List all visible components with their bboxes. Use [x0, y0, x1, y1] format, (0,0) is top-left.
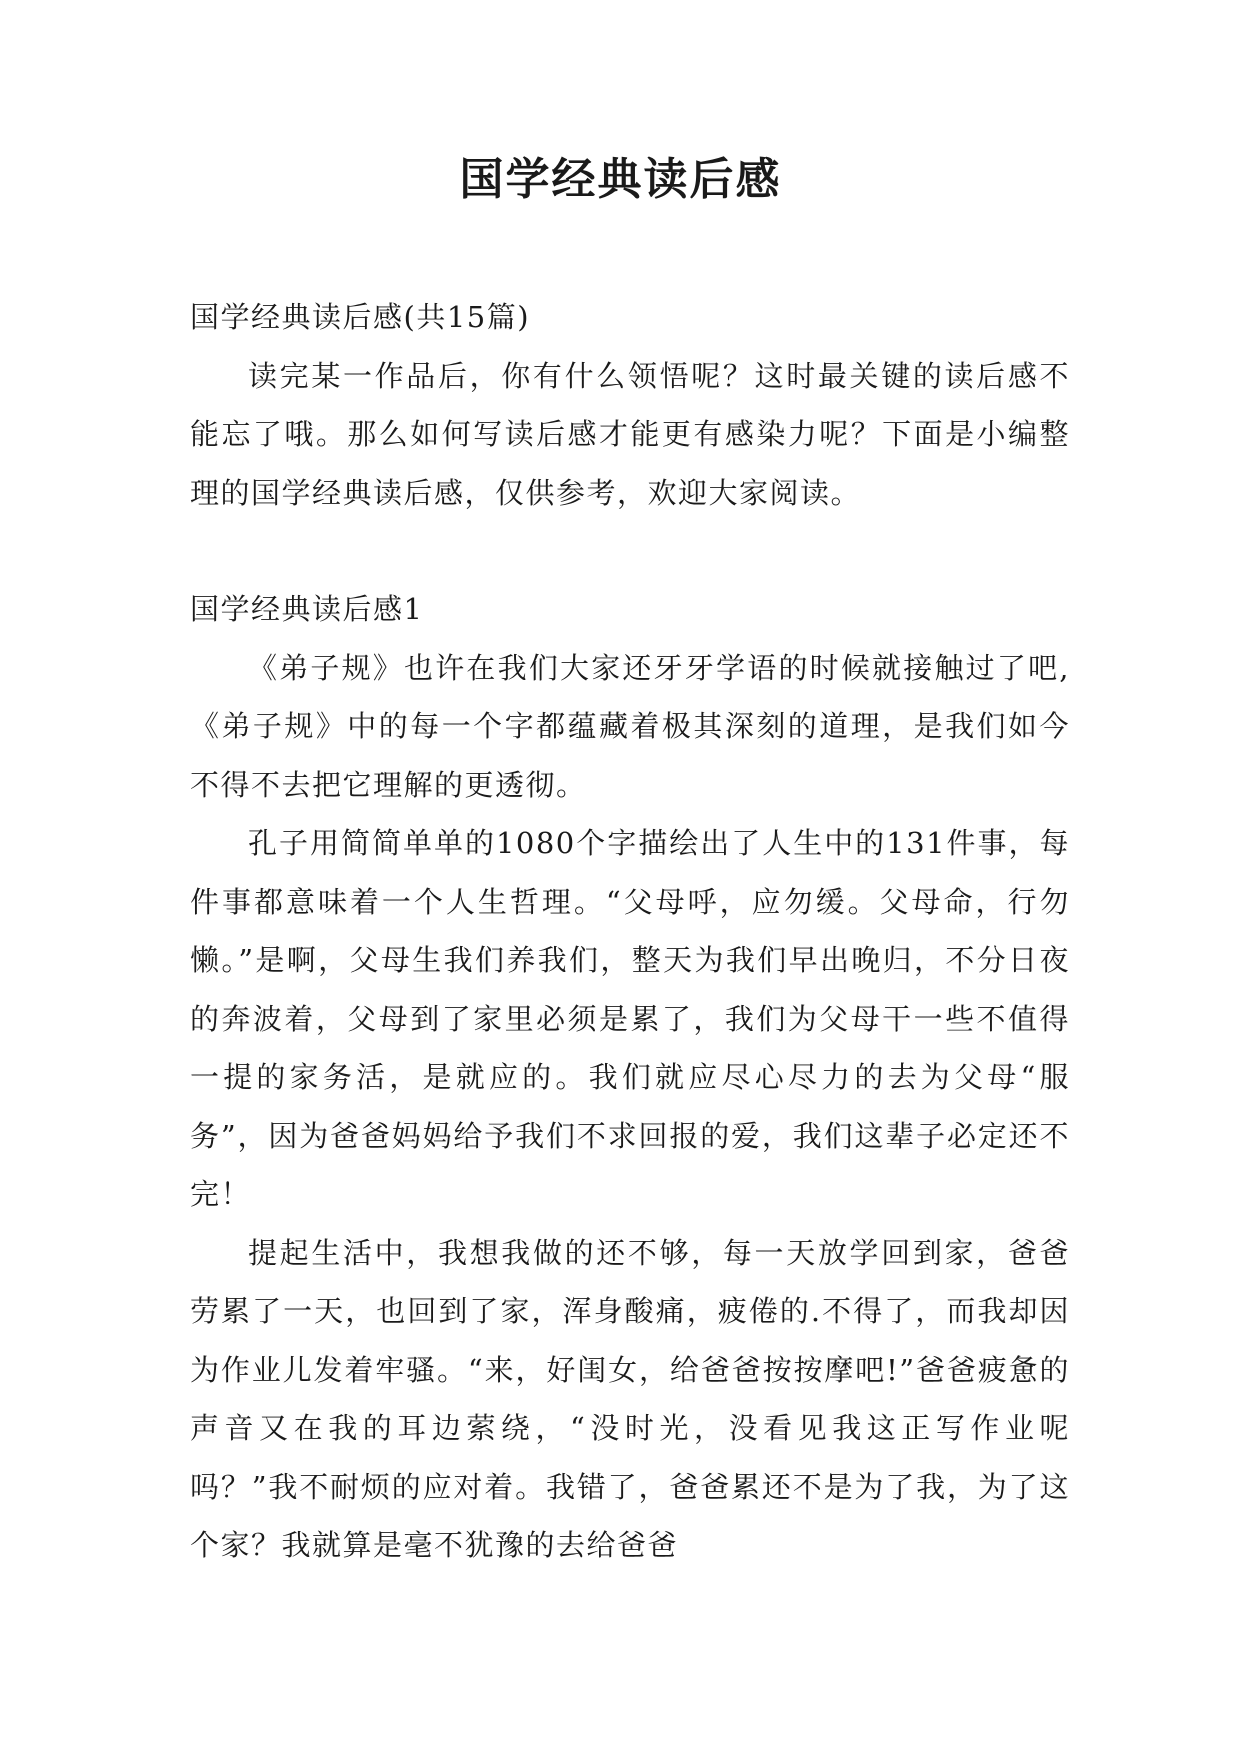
section-1-paragraph-2: 孔子用简简单单的1080个字描绘出了人生中的131件事，每件事都意味着一个人生哲理。“父母呼，应勿缓。父母命，行勿懒。”是啊，父母生我们养我们，整天为我们早出晚归，不分日夜的奔波着，父母到了家里必须是累了，我们为父母干一些不值得一提的家务活，是就应的。我们就应尽心尽力的去为父母“服务”，因为爸爸妈妈给予我们不求回报的爱，我们这辈子必定还不完！ — [190, 826, 1070, 1211]
intro-heading: 国学经典读后感(共15篇) — [190, 300, 531, 334]
section-1-heading: 国学经典读后感1 — [190, 592, 424, 626]
section-spacer — [190, 522, 1070, 580]
document-body — [190, 288, 1070, 1575]
section-1-paragraph-1: 《弟子规》也许在我们大家还牙牙学语的时候就接触过了吧,《弟子规》中的每一个字都蕴藏着极其深刻的道理，是我们如今不得不去把它理解的更透彻。 — [190, 650, 1070, 802]
section-1-paragraph-3: 提起生活中，我想我做的还不够，每一天放学回到家，爸爸劳累了一天，也回到了家，浑身酸痛，疲倦的.不得了，而我却因为作业儿发着牢骚。“来，好闺女，给爸爸按按摩吧!”爸爸疲惫的声音又在我的耳边萦绕，“没时光，没看见我这正写作业呢吗？”我不耐烦的应对着。我错了，爸爸累还不是为了我，为了这个家？我就算是毫不犹豫的去给爸爸 — [190, 1235, 1070, 1562]
document-title: 国学经典读后感 — [459, 154, 782, 205]
intro-paragraph: 读完某一作品后，你有什么领悟呢？这时最关键的读后感不能忘了哦。那么如何写读后感才能更有感染力呢？下面是小编整理的国学经典读后感，仅供参考，欢迎大家阅读。 — [190, 358, 1070, 510]
